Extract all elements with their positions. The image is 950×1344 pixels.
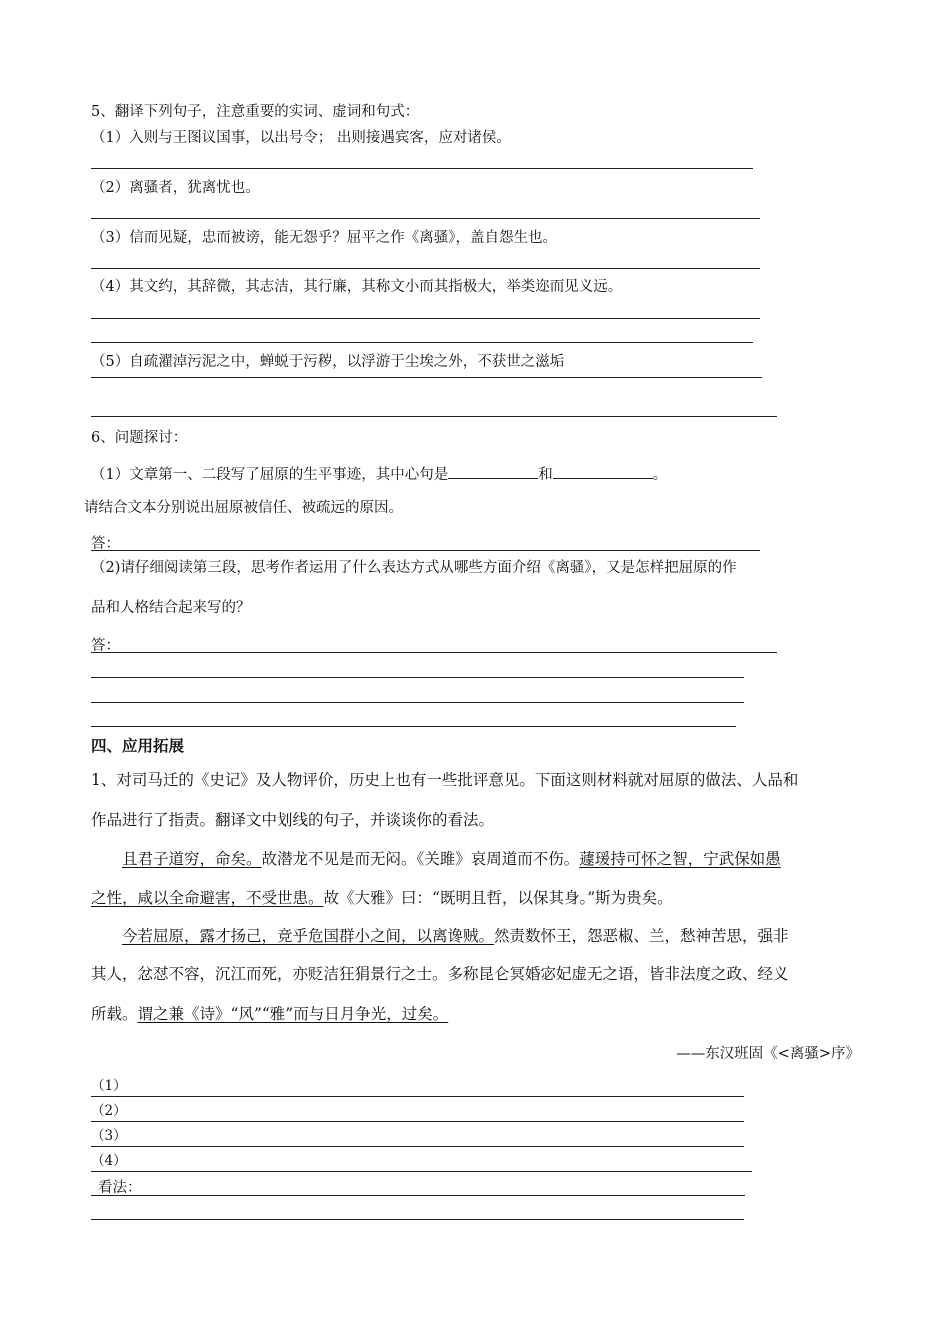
answer-label-2: （2） <box>91 1103 127 1119</box>
passage-text: 所载。 <box>91 1005 138 1023</box>
answer-line[interactable] <box>91 1121 744 1122</box>
answer-line[interactable] <box>91 677 744 678</box>
answer-line[interactable] <box>91 318 760 319</box>
passage-source: ——东汉班固《<离骚>序》 <box>676 1046 860 1062</box>
fill-blank-2[interactable] <box>553 464 653 479</box>
answer-line[interactable] <box>91 1096 744 1097</box>
q6-part2-line2: 品和人格结合起来写的？ <box>91 600 251 616</box>
passage-line-2 <box>91 888 673 908</box>
q6-part1 <box>91 464 667 485</box>
passage-text: 故潜龙不见是而无闷。《关雎》哀周道而不伤。 <box>261 850 580 868</box>
q6-part1-text: （1）文章第一、二段写了屈原的生平事迹，其中心句是 <box>91 467 449 483</box>
section-heading: 四、应用拓展 <box>91 736 185 755</box>
answer-line[interactable] <box>91 1146 744 1147</box>
section4-intro-1: 1、对司马迁的《史记》及人物评价，历史上也有一些批评意见。下面这则材料就对屈原的做法、人品和 <box>91 771 799 789</box>
section4-intro-2: 作品进行了指责。翻译文中划线的句子，并谈谈你的看法。 <box>91 811 495 829</box>
q5-sentence-1: （1）入则与王图议国事，以出号令； 出则接遇宾客，应对诸侯。 <box>91 130 511 146</box>
q6-part1-instruction: 请结合文本分别说出屈原被信任、被疏远的原因。 <box>84 500 403 516</box>
answer-line[interactable] <box>91 1195 745 1196</box>
answer-line[interactable] <box>91 652 777 653</box>
answer-line[interactable] <box>91 1171 752 1172</box>
q6-part1-and: 和 <box>538 467 553 483</box>
answer-line[interactable] <box>91 1219 744 1220</box>
q6-part1-end: 。 <box>652 467 668 483</box>
passage-line-1 <box>122 849 781 869</box>
underlined-sentence-3: 今若屈原，露才扬己，竞乎危国群小之间，以离谗贼。 <box>122 927 495 945</box>
passage-text: 然责数怀王，怨恶椒、兰，愁神苦思，强非 <box>494 927 789 945</box>
answer-line[interactable] <box>91 416 777 417</box>
q6-title: 6、问题探讨： <box>91 430 188 446</box>
q6-part2-line1: （2)请仔细阅读第三段，思考作者运用了什么表达方式从哪些方面介绍《离骚》，又是怎样把屈原的作 <box>91 560 737 576</box>
fill-blank-1[interactable] <box>448 464 538 479</box>
answer-line[interactable] <box>91 342 753 343</box>
view-label: 看法： <box>98 1180 142 1196</box>
underlined-sentence-1: 且君子道穷，命矣。 <box>122 850 262 868</box>
answer-label-3: （3） <box>91 1128 127 1144</box>
q5-sentence-5: （5）自疏濯淖污泥之中，蝉蜕于污秽，以浮游于尘埃之外，不获世之滋垢 <box>91 354 565 370</box>
underlined-sentence-4: 谓之兼《诗》“风”“雅”而与日月争光，过矣。 <box>137 1005 449 1023</box>
underlined-sentence-2-cont: 之性，咸以全命避害，不受世患。 <box>91 889 324 907</box>
answer-label-4: （4） <box>91 1153 127 1169</box>
answer-line[interactable] <box>91 218 760 219</box>
answer-line[interactable] <box>91 550 760 551</box>
passage-text: 故《大雅》曰：“既明且哲，以保其身。”斯为贵矣。 <box>323 889 673 907</box>
answer-line[interactable] <box>91 377 762 378</box>
answer-line[interactable] <box>91 268 760 269</box>
answer-line[interactable] <box>91 726 736 727</box>
answer-label-1: （1） <box>91 1078 127 1094</box>
passage-line-4: 其人，忿怼不容，沉江而死，亦贬洁狂狷景行之士。多称昆仑冥婚宓妃虚无之语，皆非法度之政、经义 <box>91 965 789 983</box>
q5-sentence-4: （4）其文约，其辞微，其志洁，其行廉，其称文小而其指极大，举类迩而见义远。 <box>91 279 623 295</box>
answer-line[interactable] <box>91 702 744 703</box>
q5-sentence-2: （2）离骚者，犹离忧也。 <box>91 180 260 196</box>
underlined-sentence-2: 蘧瑗持可怀之智，宁武保如愚 <box>579 850 781 868</box>
q5-title: 5、翻译下列句子，注意重要的实词、虚词和句式： <box>91 104 420 120</box>
passage-line-3 <box>122 926 789 946</box>
passage-line-5 <box>91 1004 448 1024</box>
q5-sentence-3: （3）信而见疑，忠而被谤，能无怨乎？屈平之作《离骚》，盖自怨生也。 <box>91 230 557 246</box>
answer-label: 答： <box>91 638 120 654</box>
answer-label: 答： <box>91 536 120 552</box>
answer-line[interactable] <box>91 168 753 169</box>
